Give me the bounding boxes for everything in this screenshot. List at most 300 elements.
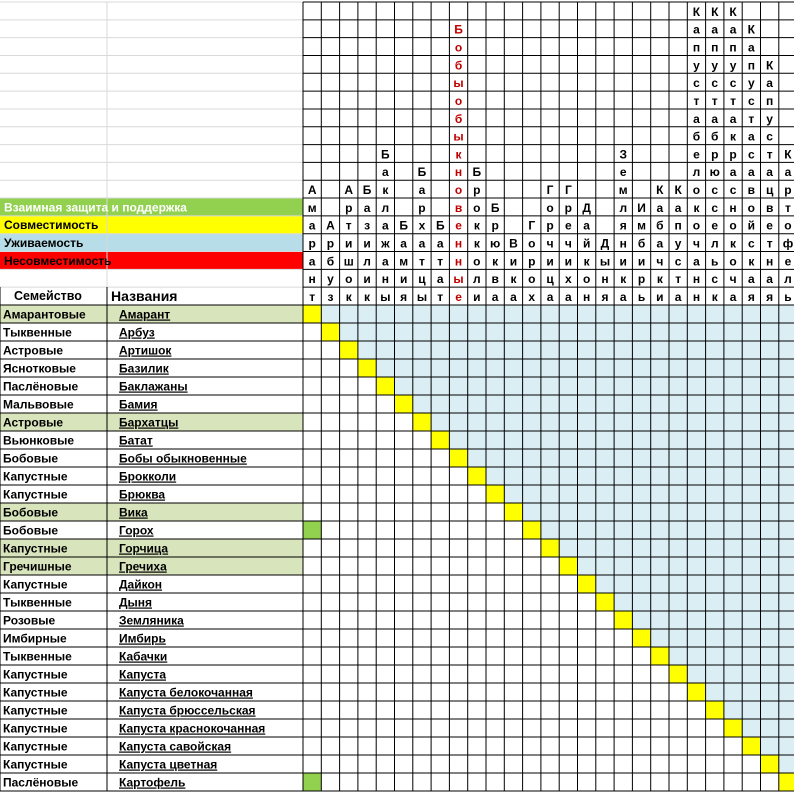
coexist-cell xyxy=(559,359,577,377)
coexist-cell xyxy=(669,611,687,629)
coexist-cell xyxy=(742,449,760,467)
coexist-cell xyxy=(632,359,650,377)
coexist-cell xyxy=(614,341,632,359)
coexist-cell xyxy=(523,323,541,341)
coexist-cell xyxy=(724,521,742,539)
coexist-cell xyxy=(669,503,687,521)
coexist-cell xyxy=(468,449,486,467)
coexist-cell xyxy=(632,395,650,413)
family-cell: Капустные xyxy=(3,577,68,592)
coexist-cell xyxy=(761,701,779,719)
coexist-cell xyxy=(578,485,596,503)
family-cell: Капустные xyxy=(3,685,68,700)
column-heading: К а р т о ф е л ьКартофель xyxy=(782,147,794,304)
coexist-cell xyxy=(724,323,742,341)
coexist-cell xyxy=(724,467,742,485)
coexist-cell xyxy=(431,377,449,395)
coexist-cell xyxy=(779,683,794,701)
crop-name-cell: Капуста белокочанная xyxy=(119,685,253,700)
coexist-cell xyxy=(742,575,760,593)
coexist-cell xyxy=(596,341,614,359)
coexist-cell xyxy=(724,539,742,557)
coexist-cell xyxy=(761,305,779,323)
diagonal-cell xyxy=(321,323,339,341)
coexist-cell xyxy=(449,323,467,341)
coexist-cell xyxy=(761,737,779,755)
coexist-cell xyxy=(559,449,577,467)
family-cell: Капустные xyxy=(3,469,68,484)
coexist-cell xyxy=(523,413,541,431)
diagonal-cell xyxy=(449,449,467,467)
crop-name-cell: Брюква xyxy=(119,487,166,502)
coexist-cell xyxy=(742,467,760,485)
coexist-cell xyxy=(742,485,760,503)
coexist-cell xyxy=(706,647,724,665)
coexist-cell xyxy=(376,359,394,377)
coexist-cell xyxy=(687,449,705,467)
coexist-cell xyxy=(724,701,742,719)
coexist-cell xyxy=(413,323,431,341)
coexist-cell xyxy=(596,467,614,485)
crop-name-cell: Капуста xyxy=(119,667,166,682)
coexist-cell xyxy=(779,629,794,647)
coexist-cell xyxy=(724,647,742,665)
coexist-cell xyxy=(761,323,779,341)
crop-name-cell: Капуста цветная xyxy=(119,757,218,772)
column-heading: К а п у с т а б е л о к о ч а н нКапуста белокочанная xyxy=(692,4,701,304)
coexist-cell xyxy=(614,395,632,413)
crop-name-cell: Базилик xyxy=(119,361,169,376)
coexist-cell xyxy=(779,359,794,377)
coexist-cell xyxy=(578,449,596,467)
coexist-cell xyxy=(468,341,486,359)
column-heading: Б р ю к в аБрюква xyxy=(490,200,501,304)
coexist-cell xyxy=(413,305,431,323)
coexist-cell xyxy=(742,683,760,701)
family-cell: Бобовые xyxy=(3,523,58,538)
coexist-cell xyxy=(742,377,760,395)
coexist-cell xyxy=(486,431,504,449)
diagonal-cell xyxy=(578,575,596,593)
coexist-cell xyxy=(779,755,794,773)
diagonal-cell xyxy=(413,413,431,431)
coexist-cell xyxy=(724,593,742,611)
column-heading: И м б и р ьИмбирь xyxy=(637,200,646,304)
coexist-cell xyxy=(614,305,632,323)
column-heading: Д а й к о нДайкон xyxy=(582,200,591,304)
diagonal-cell xyxy=(303,305,321,323)
coexist-cell xyxy=(761,665,779,683)
coexist-cell xyxy=(632,593,650,611)
coexist-cell xyxy=(523,503,541,521)
coexist-cell xyxy=(742,647,760,665)
coexist-cell xyxy=(651,395,669,413)
family-cell: Тыквенные xyxy=(3,595,72,610)
coexist-cell xyxy=(559,503,577,521)
diagonal-cell xyxy=(742,737,760,755)
coexist-cell xyxy=(779,341,794,359)
diagonal-cell xyxy=(340,341,358,359)
coexist-cell xyxy=(559,395,577,413)
coexist-cell xyxy=(651,611,669,629)
coexist-cell xyxy=(779,467,794,485)
column-heading: Г р е ч и х аГречиха xyxy=(564,183,573,304)
coexist-cell xyxy=(523,341,541,359)
coexist-cell xyxy=(340,305,358,323)
coexist-cell xyxy=(340,323,358,341)
coexist-cell xyxy=(596,377,614,395)
diagonal-cell xyxy=(614,611,632,629)
coexist-cell xyxy=(358,341,376,359)
family-cell: Амарантовые xyxy=(3,307,86,322)
coexist-cell xyxy=(706,629,724,647)
coexist-cell xyxy=(486,377,504,395)
crop-name-cell: Капуста краснокочанная xyxy=(119,721,266,736)
coexist-cell xyxy=(687,431,705,449)
column-heading: А р б у зАрбуз xyxy=(326,218,335,304)
diagonal-cell xyxy=(395,395,413,413)
coexist-cell xyxy=(687,359,705,377)
coexist-cell xyxy=(541,521,559,539)
coexist-cell xyxy=(632,431,650,449)
family-cell: Астровые xyxy=(3,343,64,358)
coexist-cell xyxy=(742,629,760,647)
coexist-cell xyxy=(779,719,794,737)
coexist-cell xyxy=(486,395,504,413)
coexist-cell xyxy=(431,359,449,377)
coexist-cell xyxy=(504,431,522,449)
coexist-cell xyxy=(468,413,486,431)
family-cell: Гречишные xyxy=(3,559,72,574)
crop-name-cell: Бобы обыкновенные xyxy=(119,451,247,466)
coexist-cell xyxy=(669,305,687,323)
column-heading: К а п у с т аКапуста xyxy=(674,183,682,304)
coexist-cell xyxy=(687,575,705,593)
coexist-cell xyxy=(486,323,504,341)
coexist-cell xyxy=(687,395,705,413)
crop-name-cell: Амарант xyxy=(119,307,171,322)
coexist-cell xyxy=(395,359,413,377)
coexist-cell xyxy=(431,323,449,341)
coexist-cell xyxy=(632,467,650,485)
crop-name-cell: Бархатцы xyxy=(119,415,179,430)
coexist-cell xyxy=(358,305,376,323)
coexist-cell xyxy=(614,413,632,431)
coexist-cell xyxy=(724,683,742,701)
coexist-cell xyxy=(761,719,779,737)
crop-name-cell: Картофель xyxy=(119,775,186,790)
family-cell: Паслёновые xyxy=(3,379,79,394)
coexist-cell xyxy=(761,485,779,503)
crop-name-cell: Брокколи xyxy=(119,469,177,484)
coexist-cell xyxy=(669,485,687,503)
diagonal-cell xyxy=(761,755,779,773)
coexist-cell xyxy=(413,359,431,377)
coexist-cell xyxy=(742,719,760,737)
crop-name-cell: Артишок xyxy=(119,343,172,358)
coexist-cell xyxy=(687,413,705,431)
coexist-cell xyxy=(706,593,724,611)
coexist-cell xyxy=(632,323,650,341)
column-heading: К а п у с т а ц в е т н а яКапуста цветная xyxy=(765,58,774,304)
coexist-cell xyxy=(632,557,650,575)
coexist-cell xyxy=(486,359,504,377)
coexist-cell xyxy=(523,431,541,449)
coexist-cell xyxy=(523,449,541,467)
coexist-cell xyxy=(651,485,669,503)
family-cell: Астровые xyxy=(3,415,64,430)
coexist-cell xyxy=(541,467,559,485)
coexist-cell xyxy=(742,611,760,629)
coexist-cell xyxy=(559,305,577,323)
coexist-cell xyxy=(431,305,449,323)
coexist-cell xyxy=(687,467,705,485)
coexist-cell xyxy=(486,449,504,467)
coexist-cell xyxy=(761,521,779,539)
coexist-cell xyxy=(578,521,596,539)
coexist-cell xyxy=(614,539,632,557)
coexist-cell xyxy=(559,341,577,359)
coexist-cell xyxy=(413,377,431,395)
coexist-cell xyxy=(614,467,632,485)
coexist-cell xyxy=(523,485,541,503)
coexist-cell xyxy=(651,377,669,395)
coexist-cell xyxy=(614,503,632,521)
coexist-cell xyxy=(742,521,760,539)
diagonal-cell xyxy=(706,701,724,719)
family-cell: Паслёновые xyxy=(3,775,79,790)
coexist-cell xyxy=(395,323,413,341)
column-heading: К а п у с т а с а в о й с к а яКапуста савойская xyxy=(747,22,756,304)
coexist-cell xyxy=(596,413,614,431)
coexist-cell xyxy=(449,305,467,323)
coexist-cell xyxy=(449,431,467,449)
family-cell: Бобовые xyxy=(3,451,58,466)
coexist-cell xyxy=(761,611,779,629)
coexist-cell xyxy=(687,341,705,359)
coexist-cell xyxy=(596,431,614,449)
coexist-cell xyxy=(614,575,632,593)
coexist-cell xyxy=(559,539,577,557)
coexist-cell xyxy=(504,467,522,485)
coexist-cell xyxy=(651,431,669,449)
coexist-cell xyxy=(651,575,669,593)
diagonal-cell xyxy=(651,647,669,665)
coexist-cell xyxy=(504,341,522,359)
support-cell xyxy=(303,521,321,539)
coexist-cell xyxy=(541,413,559,431)
crop-name-cell: Гречиха xyxy=(119,559,167,574)
coexist-cell xyxy=(596,485,614,503)
coexist-cell xyxy=(742,557,760,575)
column-heading: Д ы н яДыня xyxy=(599,236,611,304)
coexist-cell xyxy=(541,395,559,413)
family-cell: Капустные xyxy=(3,739,68,754)
diagonal-cell xyxy=(541,539,559,557)
coexist-cell xyxy=(761,575,779,593)
column-heading: Б а з и л и кБазилик xyxy=(362,183,372,304)
coexist-cell xyxy=(706,539,724,557)
coexist-cell xyxy=(669,575,687,593)
coexist-cell xyxy=(596,449,614,467)
coexist-cell xyxy=(504,413,522,431)
coexist-cell xyxy=(706,665,724,683)
coexist-cell xyxy=(724,503,742,521)
column-heading: Б о б ы о б ы к н о в е н н ы еБобы обыкновенные xyxy=(453,22,464,304)
coexist-cell xyxy=(761,413,779,431)
diagonal-cell xyxy=(596,593,614,611)
coexist-cell xyxy=(669,629,687,647)
coexist-cell xyxy=(706,557,724,575)
coexist-cell xyxy=(559,323,577,341)
diagonal-cell xyxy=(358,359,376,377)
coexist-cell xyxy=(468,323,486,341)
coexist-cell xyxy=(541,377,559,395)
coexist-cell xyxy=(541,323,559,341)
coexist-cell xyxy=(468,395,486,413)
coexist-cell xyxy=(724,611,742,629)
coexist-cell xyxy=(559,485,577,503)
coexist-cell xyxy=(706,611,724,629)
coexist-cell xyxy=(742,539,760,557)
coexist-cell xyxy=(706,449,724,467)
coexist-cell xyxy=(651,503,669,521)
coexist-cell xyxy=(669,377,687,395)
coexist-cell xyxy=(779,305,794,323)
crop-name-cell: Баклажаны xyxy=(119,379,188,394)
coexist-cell xyxy=(395,305,413,323)
family-cell: Капустные xyxy=(3,703,68,718)
family-cell: Капустные xyxy=(3,757,68,772)
coexist-cell xyxy=(761,557,779,575)
coexist-cell xyxy=(614,323,632,341)
diagonal-cell xyxy=(431,431,449,449)
coexist-cell xyxy=(431,341,449,359)
coexist-cell xyxy=(779,575,794,593)
coexist-cell xyxy=(504,449,522,467)
coexist-cell xyxy=(559,431,577,449)
coexist-cell xyxy=(742,665,760,683)
coexist-cell xyxy=(651,467,669,485)
coexist-cell xyxy=(468,359,486,377)
coexist-cell xyxy=(632,539,650,557)
coexist-cell xyxy=(706,359,724,377)
coexist-cell xyxy=(687,323,705,341)
coexist-cell xyxy=(651,593,669,611)
coexist-cell xyxy=(669,539,687,557)
coexist-cell xyxy=(742,503,760,521)
coexist-cell xyxy=(669,467,687,485)
coexist-cell xyxy=(687,521,705,539)
coexist-cell xyxy=(651,413,669,431)
coexist-cell xyxy=(449,377,467,395)
name-column-header: Названия xyxy=(111,288,178,304)
legend-label-1: Совместимость xyxy=(4,218,99,233)
coexist-cell xyxy=(761,629,779,647)
coexist-cell xyxy=(523,377,541,395)
coexist-cell xyxy=(523,395,541,413)
coexist-cell xyxy=(779,521,794,539)
coexist-cell xyxy=(651,557,669,575)
coexist-cell xyxy=(541,341,559,359)
coexist-cell xyxy=(523,359,541,377)
coexist-cell xyxy=(596,359,614,377)
coexist-cell xyxy=(578,503,596,521)
coexist-cell xyxy=(761,467,779,485)
coexist-cell xyxy=(523,467,541,485)
coexist-cell xyxy=(724,341,742,359)
coexist-cell xyxy=(706,431,724,449)
coexist-cell xyxy=(706,575,724,593)
family-cell: Яснотковые xyxy=(3,361,76,376)
coexist-cell xyxy=(614,593,632,611)
coexist-cell xyxy=(578,305,596,323)
column-heading: Б а к л а ж а н ыБаклажаны xyxy=(380,147,391,304)
coexist-cell xyxy=(779,701,794,719)
column-heading: З е м л я н и к аЗемляника xyxy=(618,147,628,304)
diagonal-cell xyxy=(632,629,650,647)
coexist-cell xyxy=(687,539,705,557)
coexist-cell xyxy=(651,323,669,341)
column-heading: Б а м и яБамия xyxy=(399,218,409,304)
coexist-cell xyxy=(596,557,614,575)
coexist-cell xyxy=(724,413,742,431)
coexist-cell xyxy=(724,395,742,413)
coexist-cell xyxy=(614,557,632,575)
coexist-cell xyxy=(376,323,394,341)
coexist-cell xyxy=(779,503,794,521)
family-cell: Вьюнковые xyxy=(3,433,75,448)
coexist-cell xyxy=(376,305,394,323)
coexist-cell xyxy=(632,341,650,359)
coexist-cell xyxy=(504,305,522,323)
coexist-cell xyxy=(779,611,794,629)
coexist-cell xyxy=(559,413,577,431)
coexist-cell xyxy=(742,341,760,359)
coexist-cell xyxy=(706,467,724,485)
column-heading: К а п у с т а б р ю с с е л ь с кКапуста брюссельская xyxy=(709,4,720,304)
coexist-cell xyxy=(632,305,650,323)
family-cell: Капустные xyxy=(3,667,68,682)
coexist-cell xyxy=(541,305,559,323)
coexist-cell xyxy=(431,413,449,431)
coexist-cell xyxy=(541,431,559,449)
coexist-cell xyxy=(578,359,596,377)
crop-name-cell: Бамия xyxy=(119,397,158,412)
coexist-cell xyxy=(779,737,794,755)
coexist-cell xyxy=(413,395,431,413)
family-cell: Капустные xyxy=(3,541,68,556)
coexist-cell xyxy=(742,305,760,323)
coexist-cell xyxy=(651,539,669,557)
column-heading: Г о р о хГорох xyxy=(528,218,536,304)
coexist-cell xyxy=(504,377,522,395)
coexist-cell xyxy=(651,305,669,323)
coexist-cell xyxy=(742,413,760,431)
family-cell: Мальвовые xyxy=(3,397,74,412)
crop-name-cell: Дыня xyxy=(119,595,153,610)
coexist-cell xyxy=(687,629,705,647)
coexist-cell xyxy=(669,557,687,575)
coexist-cell xyxy=(779,665,794,683)
coexist-cell xyxy=(687,305,705,323)
coexist-cell xyxy=(669,323,687,341)
coexist-cell xyxy=(541,485,559,503)
coexist-cell xyxy=(486,341,504,359)
coexist-cell xyxy=(596,503,614,521)
coexist-cell xyxy=(761,341,779,359)
coexist-cell xyxy=(395,341,413,359)
